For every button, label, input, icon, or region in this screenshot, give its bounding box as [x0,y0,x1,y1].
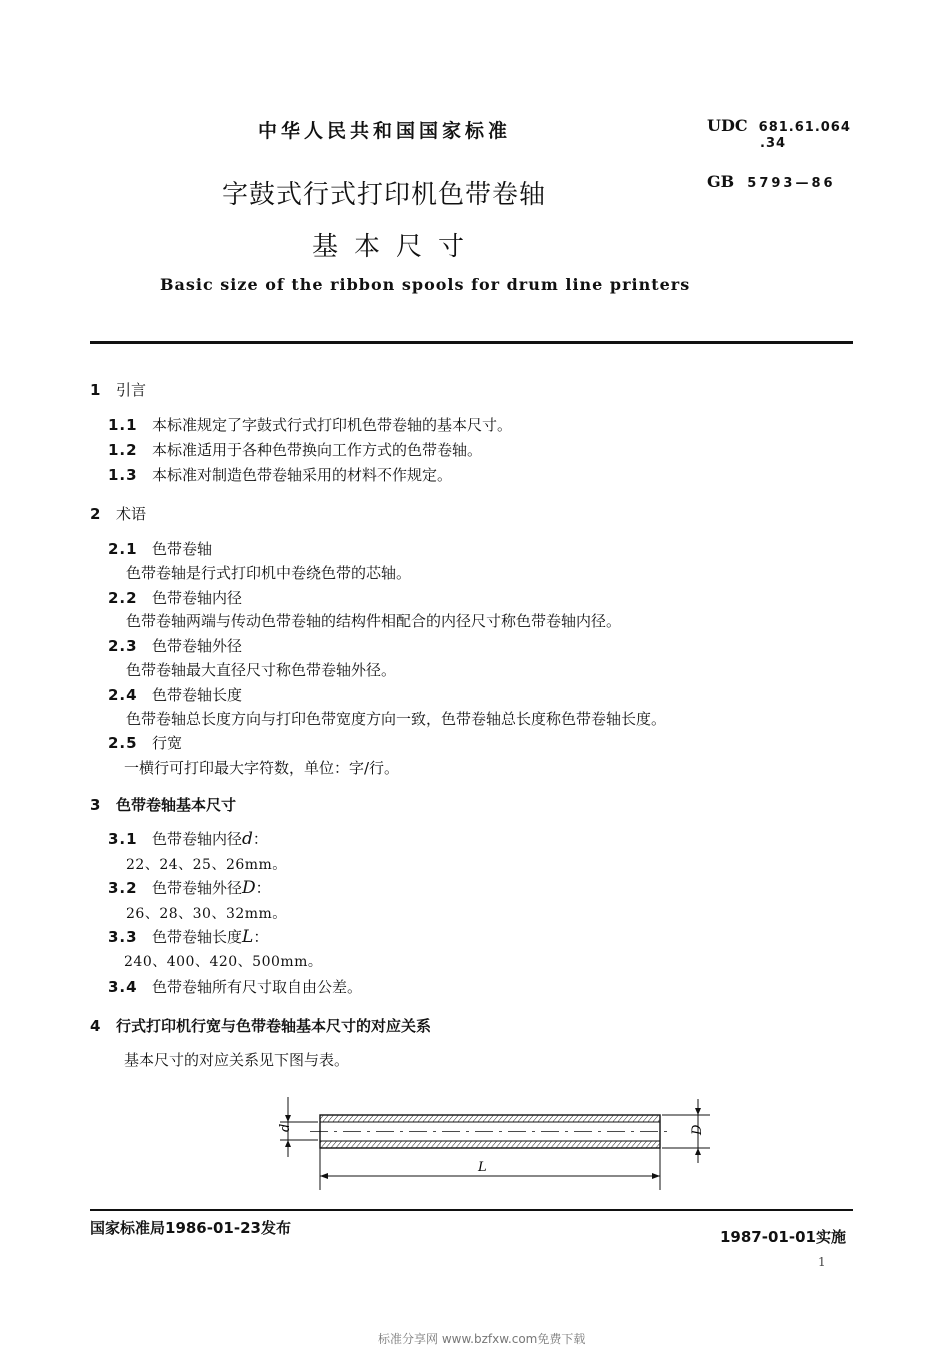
clause-number: 2.3 [108,637,138,655]
clause-text: 本标准对制造色带卷轴采用的材料不作规定。 [152,466,453,484]
section-title: 引言 [116,381,147,399]
clause-2-1 [108,538,212,559]
clause-term: 色带卷轴长度 [152,686,243,704]
issuing-country-header: 中华人民共和国国家标准 [258,120,512,142]
clause-text: 色带卷轴内径 [152,830,243,848]
clause-2-1-definition: 色带卷轴是行式打印机中卷绕色带的芯轴。 [126,564,412,582]
section-number: 3 [90,796,101,814]
spool-top-wall [320,1115,660,1122]
section-4-heading [90,1015,431,1036]
clause-number: 3.1 [108,830,138,848]
colon: ： [255,879,271,897]
clause-3-3 [108,926,268,947]
clause-number: 3.3 [108,928,138,946]
clause-2-3 [108,635,242,656]
clause-text: 色带卷轴长度 [152,928,243,946]
site-watermark: 标准分享网 www.bzfxw.com免费下载 [378,1332,586,1346]
section-3-heading [90,794,236,815]
section-number: 1 [90,381,101,399]
spool-bottom-wall [320,1141,660,1148]
clause-number: 3.4 [108,978,138,996]
clause-3-1-values: 22、24、25、26mm。 [126,857,287,873]
document-title: 字鼓式行式打印机色带卷轴 [222,180,547,210]
udc-code [707,116,851,135]
clause-text: 色带卷轴外径 [152,879,243,897]
section-2-heading [90,503,146,524]
section-1-heading [90,379,146,400]
section-number: 2 [90,505,101,523]
clause-number: 2.2 [108,589,138,607]
section-4-body: 基本尺寸的对应关系见下图与表。 [124,1051,350,1069]
clause-number: 2.5 [108,734,138,752]
clause-2-5 [108,732,182,753]
gb-code [707,172,836,191]
clause-text: 本标准适用于各种色带换向工作方式的色带卷轴。 [152,441,483,459]
clause-2-4-definition: 色带卷轴总长度方向与打印色带宽度方向一致，色带卷轴总长度称色带卷轴长度。 [126,710,667,728]
clause-text: 本标准规定了字鼓式行式打印机色带卷轴的基本尺寸。 [152,416,513,434]
label-D: D [690,1124,705,1135]
symbol-L: L [242,927,254,947]
header-rule [90,341,853,344]
page-number: 1 [818,1255,826,1269]
udc-suffix: .34 [760,136,787,151]
clause-term: 色带卷轴外径 [152,637,243,655]
spool-dimension-drawing [270,1095,720,1200]
symbol-d: d [242,829,253,849]
clause-1-3 [108,464,452,485]
clause-3-4 [108,976,362,997]
gb-number: 5793—86 [747,176,836,191]
clause-number: 3.2 [108,879,138,897]
clause-2-4 [108,684,242,705]
clause-number: 1.1 [108,416,138,434]
section-title: 色带卷轴基本尺寸 [116,796,237,814]
gb-label: GB [707,172,735,191]
document-subtitle: 基本尺寸 [312,232,481,262]
clause-term: 色带卷轴内径 [152,589,243,607]
clause-2-2-definition: 色带卷轴两端与传动色带卷轴的结构件相配合的内径尺寸称色带卷轴内径。 [126,612,622,630]
symbol-D: D [242,878,256,898]
colon: ： [253,928,269,946]
issue-date: 国家标准局1986-01-23发布 [90,1219,291,1237]
section-title: 行式打印机行宽与色带卷轴基本尺寸的对应关系 [116,1017,432,1035]
clause-1-1 [108,414,512,435]
english-title: Basic size of the ribbon spools for drum line printers [160,275,691,294]
clause-3-1 [108,828,268,849]
clause-number: 1.2 [108,441,138,459]
section-title: 术语 [116,505,147,523]
clause-2-2 [108,587,242,608]
footer-rule [90,1209,853,1211]
clause-number: 2.4 [108,686,138,704]
clause-term: 行宽 [152,734,183,752]
clause-3-2-values: 26、28、30、32mm。 [126,906,287,922]
clause-1-2 [108,439,482,460]
clause-3-3-values: 240、400、420、500mm。 [124,954,323,970]
udc-number: 681.61.064 [758,120,851,135]
effective-date: 1987-01-01实施 [720,1228,846,1246]
colon: ： [252,830,268,848]
clause-3-2 [108,877,271,898]
udc-label: UDC [707,116,748,135]
clause-number: 2.1 [108,540,138,558]
clause-number: 1.3 [108,466,138,484]
section-number: 4 [90,1017,101,1035]
clause-2-3-definition: 色带卷轴最大直径尺寸称色带卷轴外径。 [126,661,397,679]
label-L: L [478,1160,487,1175]
label-d: d [278,1123,293,1132]
clause-term: 色带卷轴 [152,540,213,558]
clause-2-5-definition: 一横行可打印最大字符数，单位：字/行。 [124,759,400,777]
clause-text: 色带卷轴所有尺寸取自由公差。 [152,978,363,996]
